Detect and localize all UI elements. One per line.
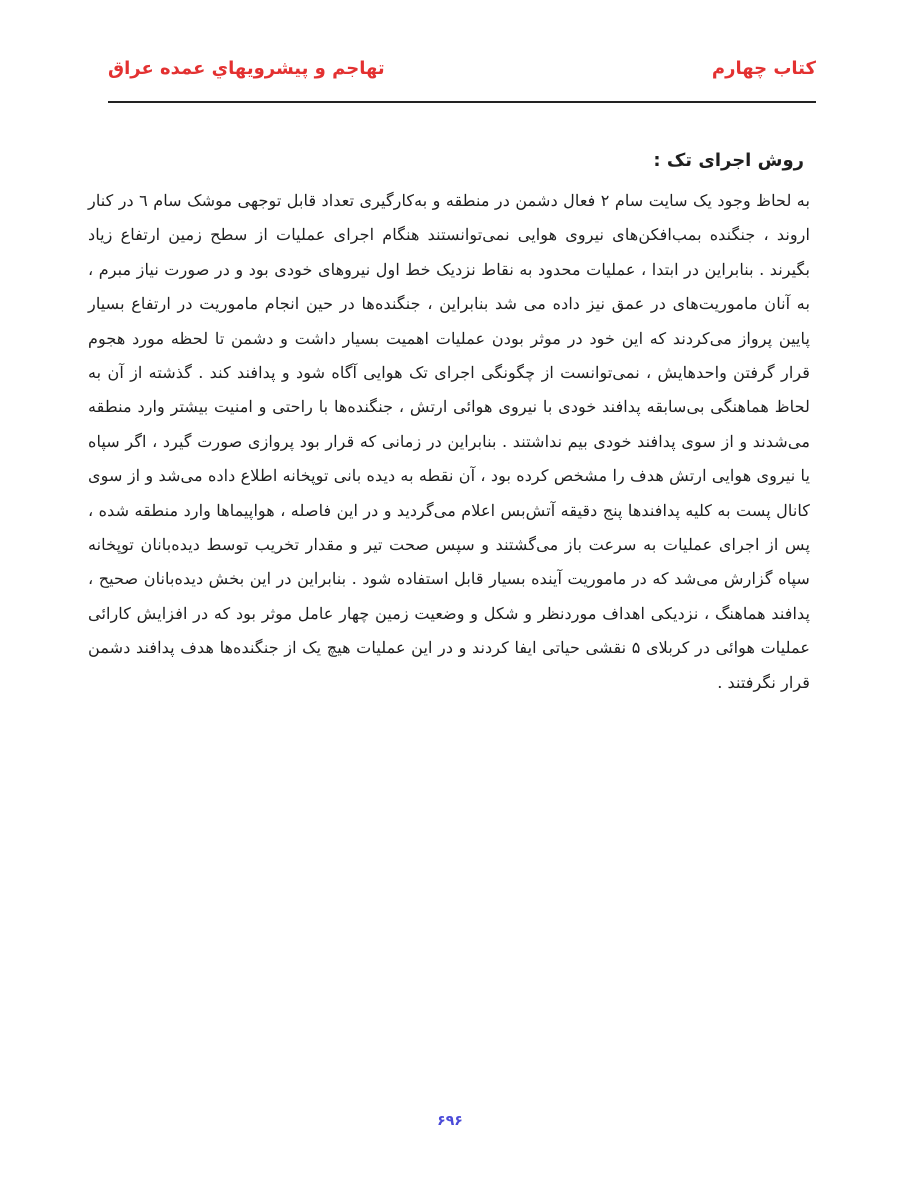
- running-header: [108, 52, 816, 92]
- series-title: تهاجم و پیشرویهاي عمده عراق: [108, 58, 385, 79]
- body-paragraph: به لحاظ وجود یک سایت سام ۲ فعال دشمن در منطقه و به‌کارگیری تعداد قابل توجهی موشک سام ٦ در کنار اروند ، جنگنده بمب‌افکن‌های نیروی هوایی نمی‌توانستند هنگام اجرای عملیات از سطح زمین ارتفاع زیاد بگیرند . بنابراین در ابتدا ، عملیات محدود به نقاط نزدیک خط اول نیروهای خودی بود و در صورت نیاز مبرم ، به آنان ماموریت‌های در عمق نیز داده می شد بنابراین ، جنگنده‌ها در حین انجام ماموریت در ارتفاع بسیار پایین پرواز می‌کردند که این خود در موثر بودن عملیات اهمیت بسیار داشت و دشمن تا لحظه مورد هجوم قرار گرفتن واحدهایش ، نمی‌توانست از چگونگی اجرای تک هوایی آگاه شود و پدافند کند . گذشته از آن به لحاظ هماهنگی بی‌سابقه پدافند خودی با نیروی هوائی ارتش ، جنگنده‌ها با راحتی و امنیت بیشتر وارد منطقه می‌شدند و از سوی پدافند خودی بیم نداشتند . بنابراین در زمانی که قرار بود پروازی صورت گیرد ، اگر سپاه یا نیروی هوایی ارتش هدف را مشخص کرده بود ، آن نقطه به دیده بانی توپخانه اطلاع داده می‌شد و از سوی کانال پست به کلیه پدافندها پنج دقیقه آتش‌بس اعلام می‌گردید و در این فاصله ، هواپیماها وارد منطقه شده ، پس از اجرای عملیات به سرعت باز می‌گشتند و سپس صحت تیر و مقدار تخریب توسط دیده‌بانان توپخانه سپاه گزارش می‌شد که در ماموریت آینده بسیار قابل استفاده شود . بنابراین در این بخش دیده‌بانان صحیح ، پدافند هماهنگ ، نزدیکی اهداف موردنظر و شکل و وضعیت زمین چهار عامل موثر بود که در افزایش کارائی عملیات هوائی در کربلای ۵ نقشی حیاتی ایفا کردند و در این عملیات هیچ یک از جنگنده‌ها هدف پدافند دشمن قرار نگرفتند .: [88, 191, 811, 692]
- section-heading: روش اجرای تک :: [653, 150, 804, 171]
- page-content: [88, 145, 810, 700]
- header-divider: [108, 101, 816, 103]
- page-number: ۶۹۶: [437, 1113, 463, 1129]
- book-title: کتاب چهارم: [711, 58, 816, 79]
